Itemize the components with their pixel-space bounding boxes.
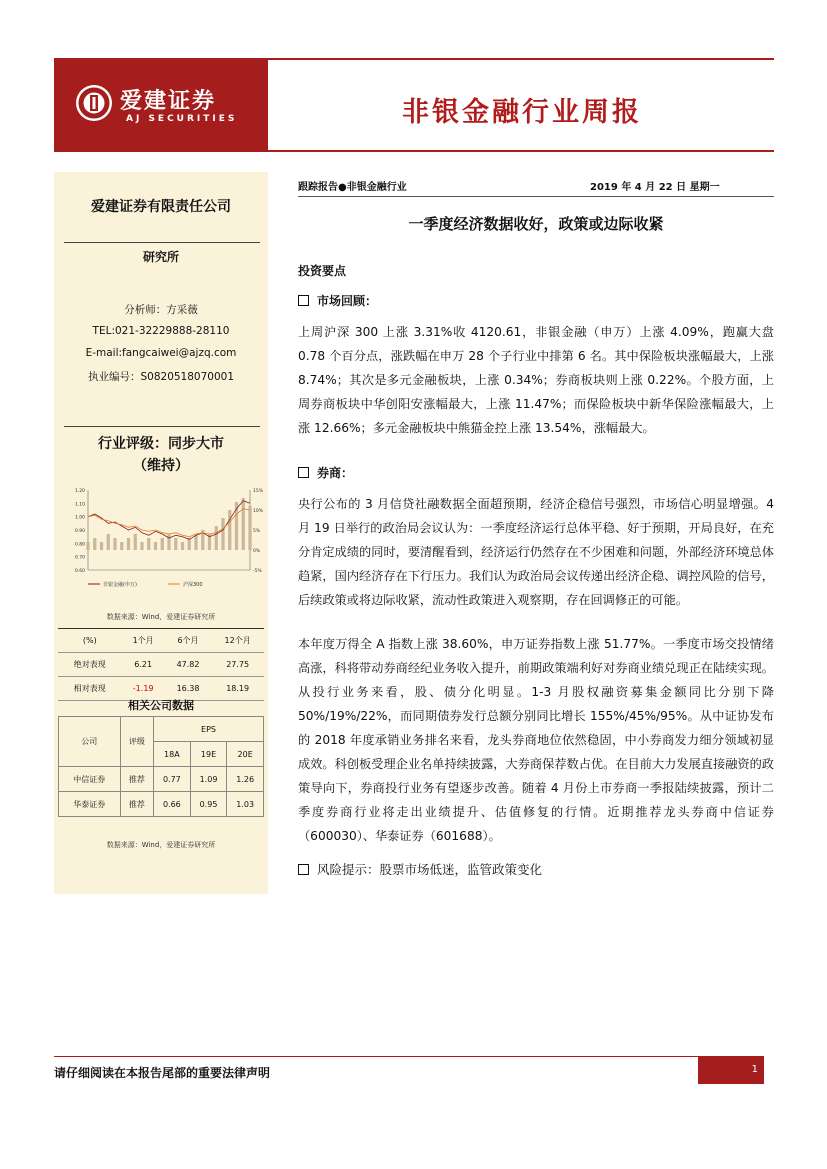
chart-y-tick-label: 0.90 bbox=[74, 529, 85, 534]
chart-bar bbox=[134, 534, 137, 550]
chart-y-tick-label: 0.60 bbox=[74, 569, 85, 574]
chart-bar bbox=[167, 534, 170, 550]
row-label: 绝对表现 bbox=[58, 653, 122, 677]
chart-bar bbox=[215, 526, 218, 550]
table-row bbox=[58, 653, 264, 677]
company-name: 中信证券 bbox=[59, 767, 121, 792]
col-rating: 评级 bbox=[120, 717, 153, 767]
eps-value: 1.26 bbox=[227, 767, 264, 792]
chart-y-right-tick-label: 0% bbox=[253, 549, 261, 554]
page-number-box bbox=[698, 1056, 764, 1084]
brand-name-en: AJ SECURITIES bbox=[126, 114, 238, 124]
report-type-title: 非银金融行业周报 bbox=[402, 97, 642, 128]
chart-legend-label: 沪深300 bbox=[183, 582, 203, 588]
table-header-cell: (%) bbox=[58, 629, 122, 653]
col-company: 公司 bbox=[59, 717, 121, 767]
chart-bar bbox=[140, 542, 143, 550]
section-title: 券商： bbox=[317, 466, 354, 480]
key-points-heading: 投资要点 bbox=[298, 264, 347, 278]
chart-series-line bbox=[88, 501, 250, 540]
company-rating: 推荐 bbox=[120, 767, 153, 792]
section-market-review bbox=[298, 292, 377, 309]
checkbox-bullet-icon bbox=[298, 467, 309, 478]
chart-bar bbox=[228, 510, 231, 550]
col-year: 18A bbox=[154, 742, 191, 767]
analyst-tel: TEL:021-32229888-28110 bbox=[92, 325, 230, 337]
eps-table bbox=[58, 716, 264, 817]
checkbox-bullet-icon bbox=[298, 295, 309, 306]
chart-bar bbox=[181, 542, 184, 550]
chart-bar bbox=[127, 538, 130, 550]
cell-value: 18.19 bbox=[211, 677, 264, 701]
cell-value: 47.82 bbox=[165, 653, 212, 677]
eps-value: 0.66 bbox=[154, 792, 191, 817]
risk-text: 风险提示：股票市场低迷，监管政策变化 bbox=[317, 862, 543, 877]
row-label: 相对表现 bbox=[58, 677, 122, 701]
report-rule bbox=[298, 196, 774, 197]
eps-source: 数据来源：Wind，爱建证券研究所 bbox=[106, 841, 216, 849]
analyst-email: E-mail:fangcaiwei@ajzq.com bbox=[85, 347, 237, 359]
sidebar-company: 爱建证券有限责任公司 bbox=[91, 199, 231, 215]
chart-bar bbox=[147, 538, 150, 550]
chart-bar bbox=[161, 538, 164, 550]
col-year: 20E bbox=[227, 742, 264, 767]
brand-name-cn: 爱建证券 bbox=[120, 88, 217, 114]
chart-y-right-tick-label: -5% bbox=[253, 569, 262, 574]
chart-y-right-tick-label: 15% bbox=[253, 489, 264, 494]
chart-bar bbox=[221, 518, 224, 550]
table-header-cell: 12个月 bbox=[211, 629, 264, 653]
header-bottom-rule bbox=[268, 150, 774, 152]
chart-y-tick-label: 1.20 bbox=[74, 489, 85, 494]
related-companies-title: 相关公司数据 bbox=[128, 699, 194, 712]
eps-value: 1.03 bbox=[227, 792, 264, 817]
industry-rating-status: （维持） bbox=[133, 458, 189, 474]
chart-bar bbox=[174, 538, 177, 550]
section-title: 市场回顾： bbox=[317, 294, 378, 308]
page-number: 1 bbox=[751, 1064, 758, 1075]
risk-warning bbox=[298, 860, 542, 878]
eps-value: 1.09 bbox=[190, 767, 227, 792]
eps-value: 0.95 bbox=[190, 792, 227, 817]
eps-value: 0.77 bbox=[154, 767, 191, 792]
table-header-row bbox=[59, 717, 264, 742]
chart-bar bbox=[248, 506, 251, 550]
chart-bar bbox=[86, 542, 89, 550]
table-header-cell: 6个月 bbox=[165, 629, 212, 653]
report-tag: 跟踪报告●非银金融行业 bbox=[298, 182, 407, 193]
brokers-paragraph-2: 本年度万得全 A 指数上涨 38.60%，申万证券指数上涨 51.77%。一季度市场交投情绪高涨，科将带动券商经纪业务收入提升，前期政策端利好对券商业绩兑现正在陆续实现。从投行业务来看，股、债分化明显。1-3 月股权融资募集金额同比分别下降 50%/19%/22%，而同期债券发行总额分别同比增长 155%/45%/95%。从中证协发布的 2018 年度承销业务排名来看，龙头券商地位依然稳固，中小券商发力细分领域初显成效。科创板受理企业名单持续披露，大券商保荐数占优。在目前大力发展直接融资的政策导向下，券商投行业务有望逐步改善。随着 4 月份上市券商一季报陆续披露，预计二季度券商行业将走出业绩提升、估值修复的行情。近期推荐龙头券商中信证券（600030）、华泰证券（601688）。 bbox=[298, 637, 774, 843]
sidebar-institute: 研究所 bbox=[142, 250, 179, 264]
logo-icon bbox=[76, 85, 112, 121]
table-row bbox=[59, 792, 264, 817]
company-rating: 推荐 bbox=[120, 792, 153, 817]
analyst-license: 执业编号：S0820518070001 bbox=[87, 371, 234, 383]
table-header-row bbox=[58, 629, 264, 653]
performance-chart-svg bbox=[64, 484, 264, 600]
chart-y-tick-label: 0.70 bbox=[74, 555, 85, 561]
industry-rating: 行业评级：同步大市 bbox=[98, 436, 224, 452]
col-year: 19E bbox=[190, 742, 227, 767]
chart-bar bbox=[100, 542, 103, 550]
chart-bar bbox=[93, 538, 96, 550]
brokers-paragraph-1: 央行公布的 3 月信贷社融数据全面超预期，经济企稳信号强烈，市场信心明显增强。4 月 19 日举行的政治局会议认为：一季度经济运行总体平稳、好于预期，开局良好，在充分肯定成绩的同时，要清醒看到，经济运行仍然存在不少困难和问题，外部经济环境总体趋紧，国内经济存在下行压力。我们认为政治局会议传递出经济企稳、调控风险的信号，后续政策或将边际收紧，流动性政策进入观察期，存在回调修正的可能。 bbox=[298, 497, 774, 607]
cell-value: 16.38 bbox=[165, 677, 212, 701]
performance-chart bbox=[64, 484, 264, 600]
footer-rule bbox=[54, 1056, 698, 1057]
chart-source: 数据来源：Wind，爱建证券研究所 bbox=[106, 613, 216, 621]
checkbox-bullet-icon bbox=[298, 864, 309, 875]
footer-disclaimer: 请仔细阅读在本报告尾部的重要法律声明 bbox=[54, 1066, 271, 1080]
chart-bar bbox=[188, 538, 191, 550]
performance-table bbox=[58, 628, 264, 701]
analyst-name: 分析师：方采薇 bbox=[124, 304, 198, 316]
company-name: 华泰证券 bbox=[59, 792, 121, 817]
chart-bar bbox=[154, 542, 157, 550]
cell-value: 27.75 bbox=[211, 653, 264, 677]
report-date: 2019 年 4 月 22 日 星期一 bbox=[590, 182, 720, 193]
chart-bar bbox=[113, 538, 116, 550]
chart-y-right-tick-label: 5% bbox=[253, 529, 261, 534]
section-brokers bbox=[298, 464, 353, 481]
cell-value: 6.21 bbox=[122, 653, 165, 677]
chart-bar bbox=[107, 534, 110, 550]
chart-y-tick-label: 0.80 bbox=[74, 542, 85, 548]
chart-bar bbox=[242, 498, 245, 550]
table-header-cell: 1个月 bbox=[122, 629, 165, 653]
col-eps: EPS bbox=[154, 717, 264, 742]
chart-legend-label: 非银金融(申万) bbox=[103, 582, 137, 588]
sidebar-divider bbox=[64, 426, 260, 427]
sidebar-divider bbox=[64, 242, 260, 243]
main-title: 一季度经济数据收好，政策或边际收紧 bbox=[408, 215, 664, 233]
chart-y-tick-label: 1.00 bbox=[74, 515, 85, 521]
chart-bar bbox=[120, 542, 123, 550]
cell-value-negative: -1.19 bbox=[122, 677, 165, 701]
market-review-text: 上周沪深 300 上涨 3.31%收 4120.61，非银金融（申万）上涨 4.09%，跑赢大盘 0.78 个百分点，涨跌幅在申万 28 个子行业中排第 6 名。其中保险板块涨幅最大，上涨 8.74%；其次是多元金融板块，上涨 0.34%；券商板块则上涨 0.22%。个股方面，上周券商板块中华创阳安涨幅最大，上涨 11.47%；而保险板块中新华保险涨幅最大，上涨 12.66%；多元金融板块中熊猫金控上涨 13.54%，涨幅最大。 bbox=[298, 325, 774, 435]
chart-y-tick-label: 1.10 bbox=[74, 502, 85, 508]
table-row bbox=[59, 767, 264, 792]
chart-y-right-tick-label: 10% bbox=[253, 509, 264, 514]
